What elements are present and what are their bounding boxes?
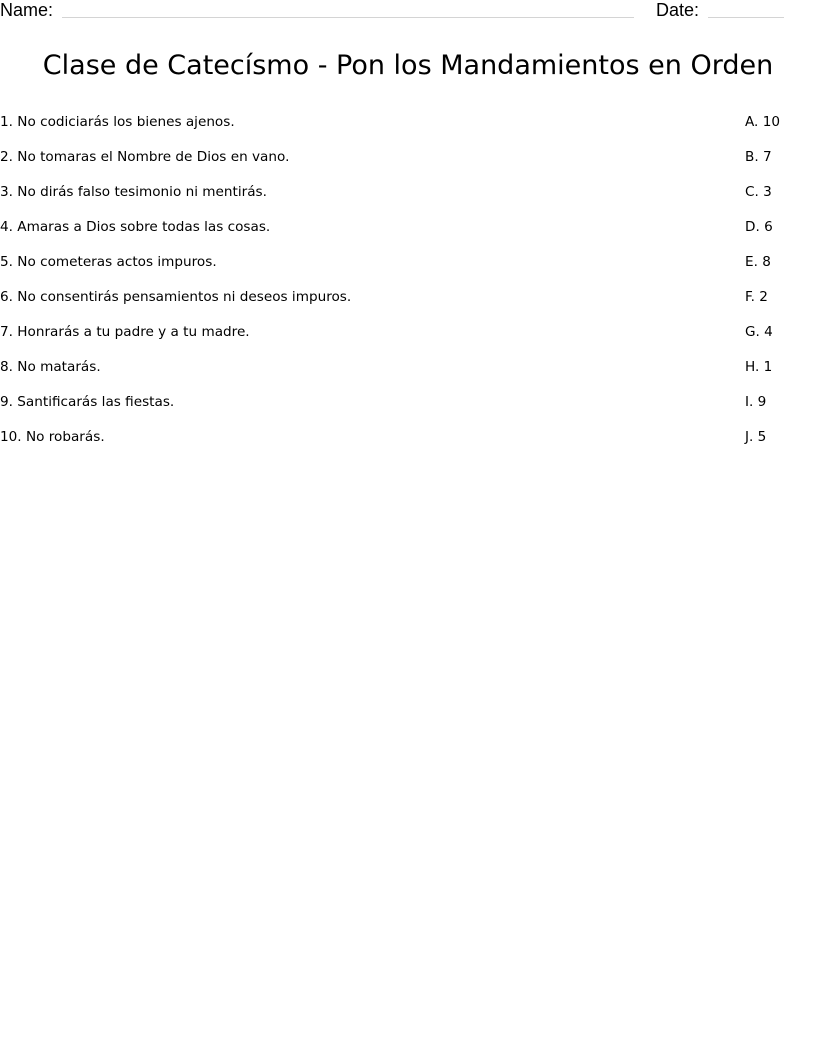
answer-option: F. 2	[745, 289, 768, 305]
page-title-text: Clase de Catecísmo - Pon los Mandamientos en Orden	[42, 50, 774, 81]
commandment-statement: 6. No consentirás pensamientos ni deseos impuros.	[0, 289, 352, 305]
commandment-statement: 8. No matarás.	[0, 359, 101, 375]
answer-option: B. 7	[745, 149, 772, 165]
commandment-statement: 9. Santificarás las fiestas.	[0, 394, 175, 410]
commandment-statement: 10. No robarás.	[0, 429, 105, 445]
list-item	[0, 322, 816, 357]
commandment-statement: 3. No dirás falso tesimonio ni mentirás.	[0, 184, 267, 200]
date-blank-line	[708, 17, 784, 18]
answer-option: D. 6	[745, 219, 773, 235]
list-item	[0, 112, 816, 147]
answer-option: A. 10	[745, 114, 780, 130]
commandment-statement: 1. No codiciarás los bienes ajenos.	[0, 114, 235, 130]
list-item	[0, 392, 816, 427]
list-item	[0, 147, 816, 182]
page-title	[0, 46, 816, 86]
worksheet-header	[0, 0, 816, 22]
answer-option: C. 3	[745, 184, 772, 200]
name-label: Name:	[0, 0, 54, 20]
answer-option: G. 4	[745, 324, 773, 340]
list-item	[0, 217, 816, 252]
list-item	[0, 427, 816, 462]
matching-list	[0, 112, 816, 462]
answer-option: E. 8	[745, 254, 771, 270]
commandment-statement: 2. No tomaras el Nombre de Dios en vano.	[0, 149, 290, 165]
list-item	[0, 252, 816, 287]
answer-option: J. 5	[745, 429, 767, 445]
answer-option: H. 1	[745, 359, 773, 375]
list-item	[0, 182, 816, 217]
list-item	[0, 357, 816, 392]
answer-option: I. 9	[745, 394, 767, 410]
name-blank-line	[62, 17, 634, 18]
list-item	[0, 287, 816, 322]
commandment-statement: 5. No cometeras actos impuros.	[0, 254, 217, 270]
commandment-statement: 4. Amaras a Dios sobre todas las cosas.	[0, 219, 271, 235]
date-label: Date:	[656, 0, 700, 20]
commandment-statement: 7. Honrarás a tu padre y a tu madre.	[0, 324, 250, 340]
